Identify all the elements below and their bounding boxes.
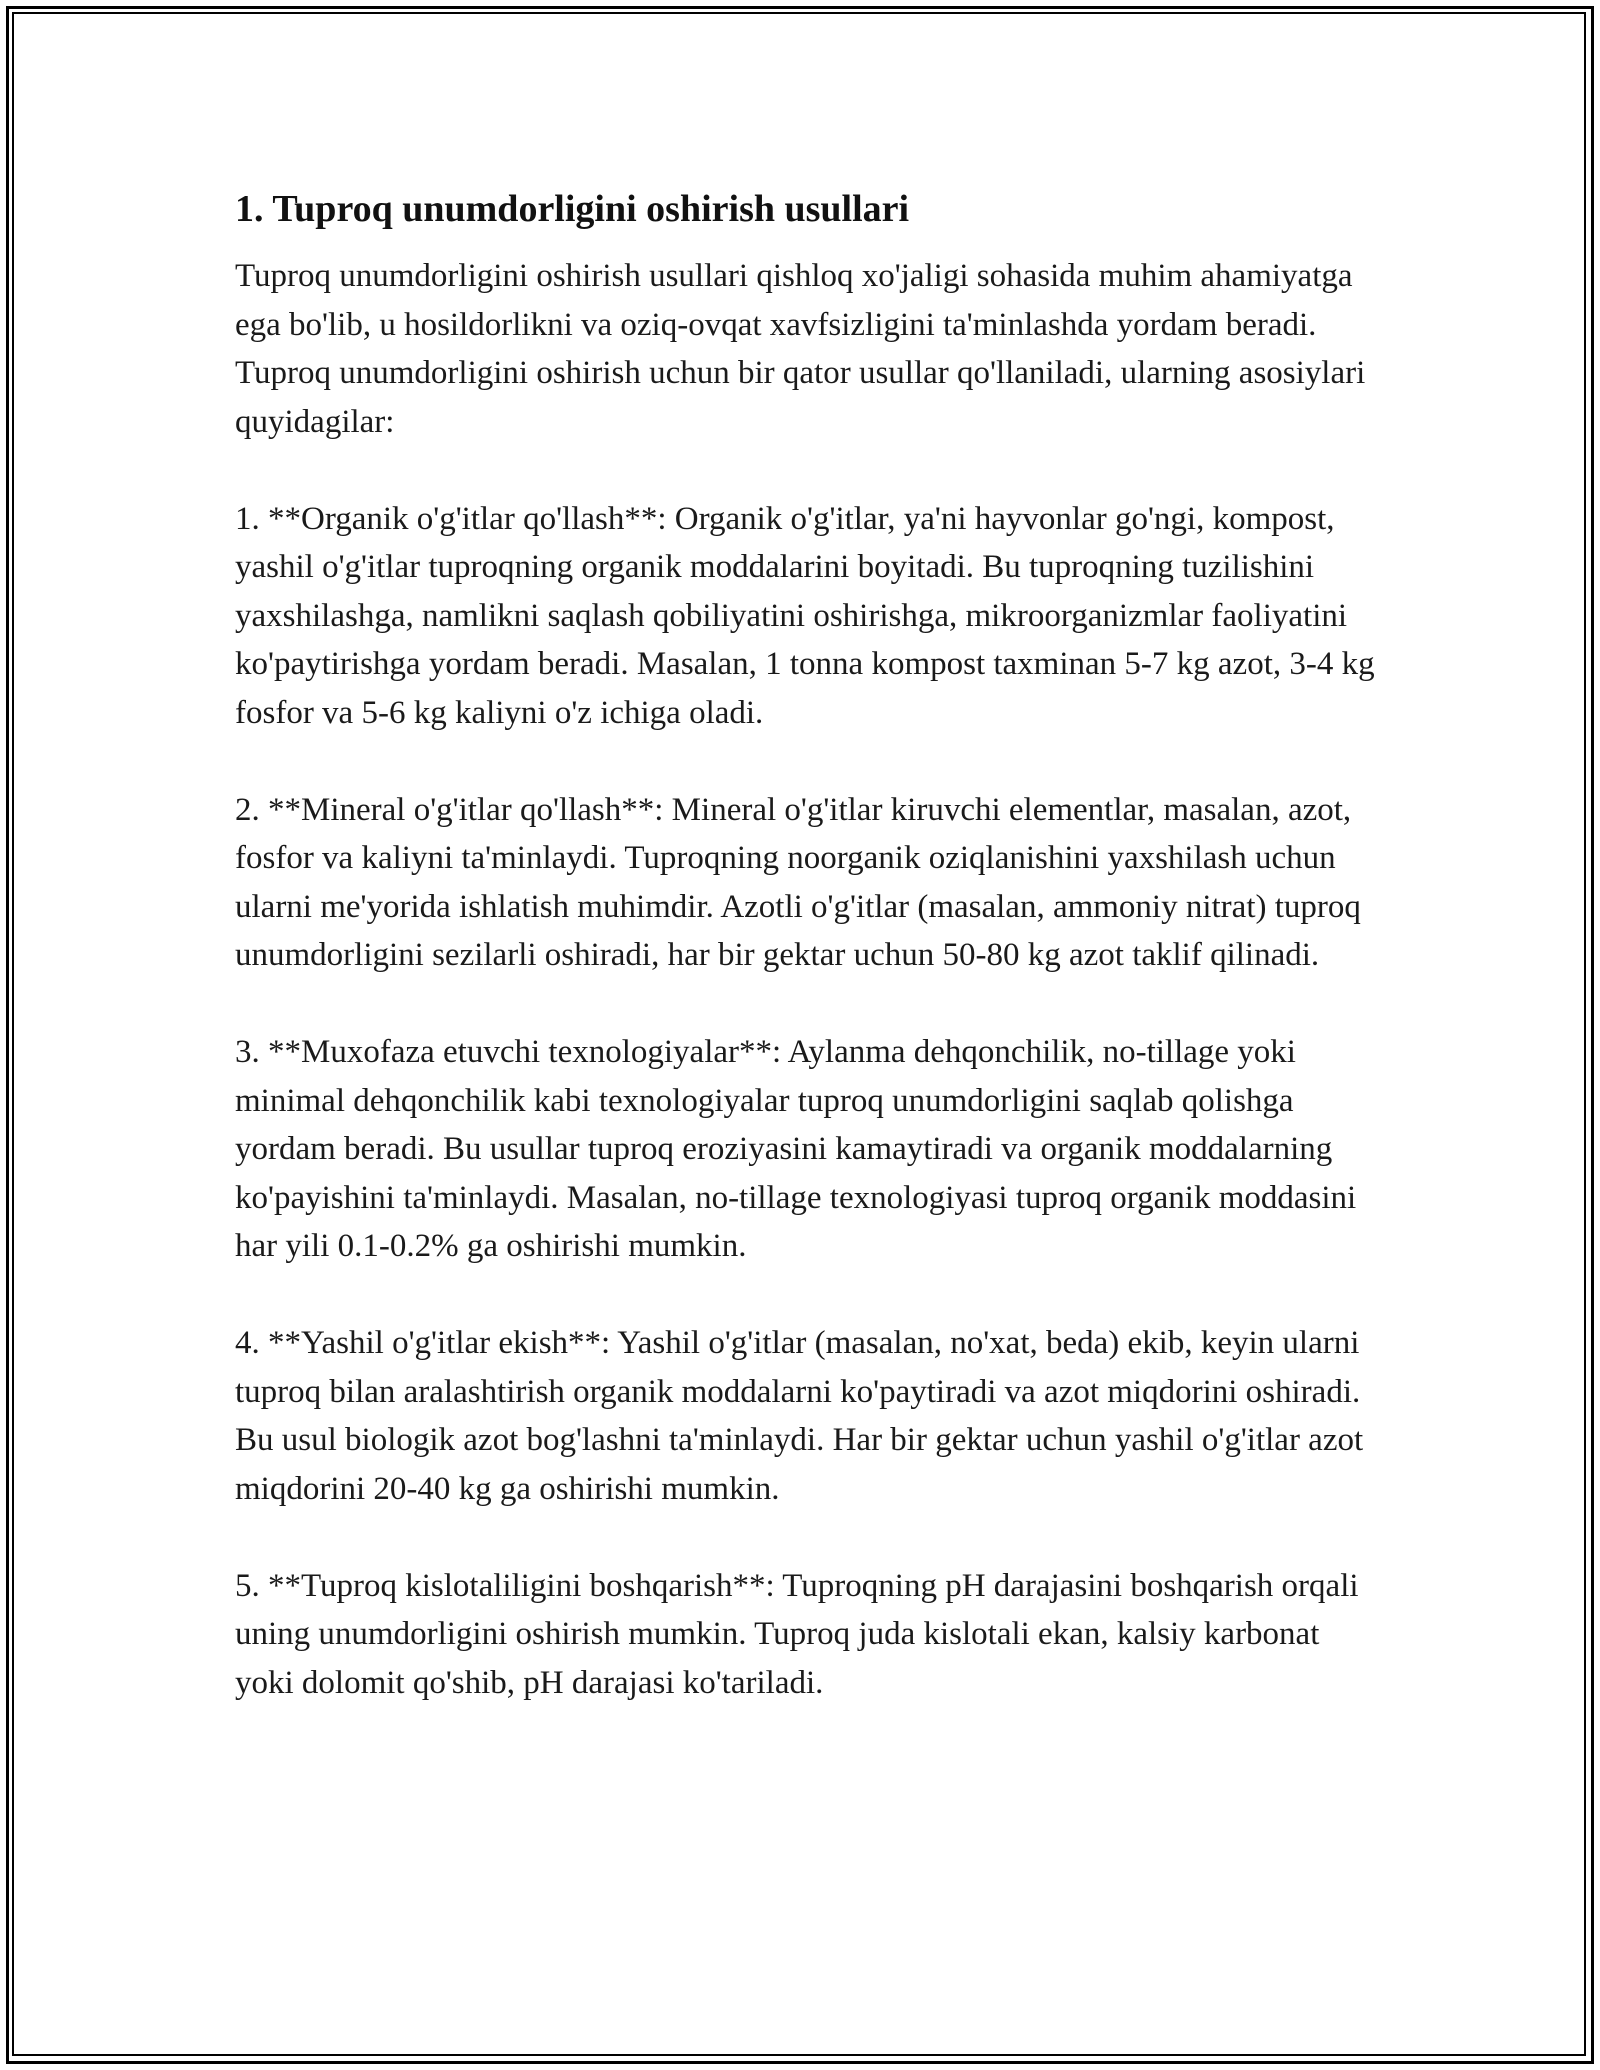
document-body	[235, 186, 1385, 1756]
list-item-mineral-fertilizers: 2. **Mineral o'g'itlar qo'llash**: Mineral o'g'itlar kiruvchi elementlar, masalan, azot, fosfor va kaliyni ta'minlaydi. Tuproqning noorganik oziqlanishini yaxshilash uchun ularni me'yorida ishlatish muhimdir. Azotli o'g'itlar (masalan, ammoniy nitrat) tuproq unumdorligini sezilarli oshiradi, har bir gektar uchun 50-80 kg azot taklif qilinadi.	[235, 791, 1361, 973]
list-item-conservation-technologies: 3. **Muxofaza etuvchi texnologiyalar**: Aylanma dehqonchilik, no-tillage yoki minimal dehqonchilik kabi texnologiyalar tuproq unumdorligini saqlab qolishga yordam beradi. Bu usullar tuproq eroziyasini kamaytiradi va organik moddalarning ko'payishini ta'minlaydi. Masalan, no-tillage texnologiyasi tuproq organik moddasini har yili 0.1-0.2% ga oshirishi mumkin.	[235, 1034, 1357, 1264]
list-item-organic-fertilizers: 1. **Organik o'g'itlar qo'llash**: Organik o'g'itlar, ya'ni hayvonlar go'ngi, kompost, yashil o'g'itlar tuproqning organik moddalarini boyitadi. Bu tuproqning tuzilishini yaxshilashga, namlikni saqlash qobiliyatini oshirishga, mikroorganizmlar faoliyatini ko'paytirishga yordam beradi. Masalan, 1 tonna kompost taxminan 5-7 kg azot, 3-4 kg fosfor va 5-6 kg kaliyni o'z ichiga oladi.	[235, 500, 1375, 731]
list-item-green-manure: 4. **Yashil o'g'itlar ekish**: Yashil o'g'itlar (masalan, no'xat, beda) ekib, keyin ularni tuproq bilan aralashtirish organik moddalarni ko'paytiradi va azot miqdorini oshiradi. Bu usul biologik azot bog'lashni ta'minlaydi. Har bir gektar uchun yashil o'g'itlar azot miqdorini 20-40 kg ga oshirishi mumkin.	[235, 1325, 1364, 1507]
list-item-soil-acidity: 5. **Tuproq kislotaliligini boshqarish**: Tuproqning pH darajasini boshqarish orqali uning unumdorligini oshirish mumkin. Tuproq juda kislotali ekan, kalsiy karbonat yoki dolomit qo'shib, pH darajasi ko'tariladi.	[235, 1567, 1359, 1701]
document-title: 1. Tuproq unumdorligini oshirish usullari	[235, 188, 910, 230]
intro-paragraph: Tuproq unumdorligini oshirish usullari qishloq xo'jaligi sohasida muhim ahamiyatga ega bo'lib, u hosildorlikni va oziq-ovqat xavfsizligini ta'minlashda yordam beradi. Tuproq unumdorligini oshirish uchun bir qator usullar qo'llaniladi, ularning asosiylari quyidagilar:	[235, 258, 1366, 440]
